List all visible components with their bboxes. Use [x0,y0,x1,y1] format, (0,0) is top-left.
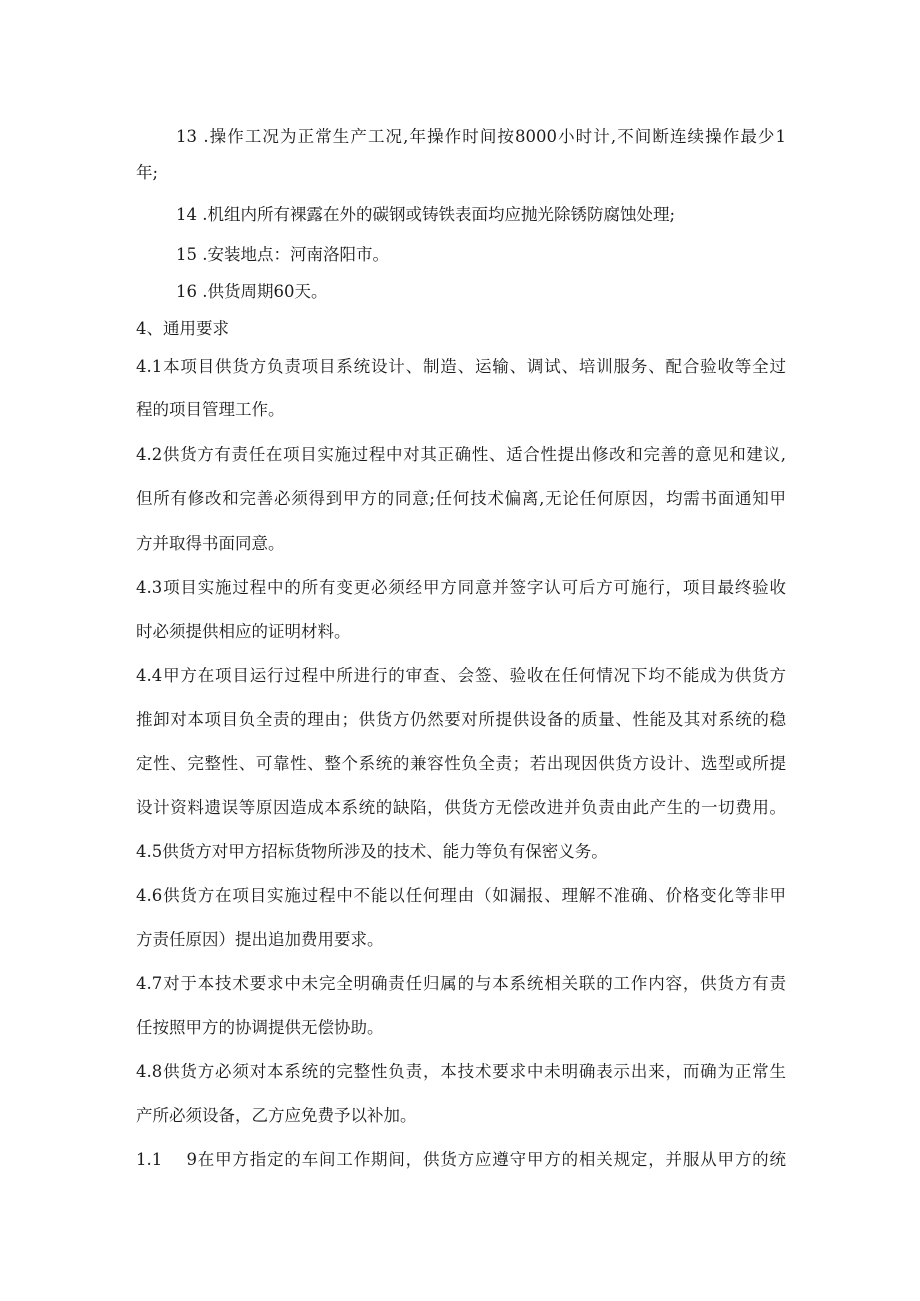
clause-4-7-line-1: 4.7对于本技术要求中未完全明确责任归属的与本系统相关联的工作内容，供货方有责 [136,974,786,993]
clause-4-7-line-2: 任按照甲方的协调提供无偿协助。 [136,1018,384,1037]
item-15: 15 .安装地点：河南洛阳市。 [176,245,389,264]
clause-1-1-9-line-1: 1.1 9在甲方指定的车间工作期间，供货方应遵守甲方的相关规定，并服从甲方的统 [136,1150,786,1169]
clause-4-1-line-1: 4.1本项目供货方负责项目系统设计、制造、运输、调试、培训服务、配合验收等全过 [136,357,786,376]
item-13-line-1: 13 .操作工况为正常生产工况,年操作时间按8000小时计,不间断连续操作最少1 [176,127,786,146]
clause-4-4-line-2: 推卸对本项目负全责的理由；供货方仍然要对所提供设备的质量、性能及其对系统的稳 [136,710,786,729]
clause-4-4-line-1: 4.4甲方在项目运行过程中所进行的审查、会签、验收在任何情况下均不能成为供货方 [136,666,786,685]
clause-4-3-line-2: 时必须提供相应的证明材料。 [136,622,351,641]
item-16: 16 .供货周期60天。 [176,282,328,301]
clause-4-8-line-2: 产所必须设备，乙方应免费予以补加。 [136,1106,417,1125]
item-13-line-2: 年; [136,163,159,182]
clause-4-1-line-2: 程的项目管理工作。 [136,400,285,419]
clause-4-2-line-3: 方并取得书面同意。 [136,534,285,553]
clause-4-2-line-2: 但所有修改和完善必须得到甲方的同意;任何技术偏离,无论任何原因，均需书面通知甲 [136,489,786,508]
clause-4-5-line-1: 4.5供货方对甲方招标货物所涉及的技术、能力等负有保密义务。 [136,842,608,861]
clause-4-6-line-1: 4.6供货方在项目实施过程中不能以任何理由（如漏报、理解不准确、价格变化等非甲 [136,886,786,905]
clause-4-6-line-2: 方责任原因）提出追加费用要求。 [136,930,384,949]
item-14: 14 .机组内所有裸露在外的碳钢或铸铁表面均应抛光除锈防腐蚀处理; [176,205,676,224]
section-heading: 4、通用要求 [136,319,229,338]
clause-4-8-line-1: 4.8供货方必须对本系统的完整性负责，本技术要求中未明确表示出来，而确为正常生 [136,1062,786,1081]
clause-4-4-line-3: 定性、完整性、可靠性、整个系统的兼容性负全责；若出现因供货方设计、选型或所提 [136,754,786,773]
clause-4-4-line-4: 设计资料遗误等原因造成本系统的缺陷，供货方无偿改进并负责由此产生的一切费用。 [136,798,786,817]
clause-4-2-line-1: 4.2供货方有责任在项目实施过程中对其正确性、适合性提出修改和完善的意见和建议, [136,445,786,464]
clause-4-3-line-1: 4.3项目实施过程中的所有变更必须经甲方同意并签字认可后方可施行，项目最终验收 [136,578,786,597]
